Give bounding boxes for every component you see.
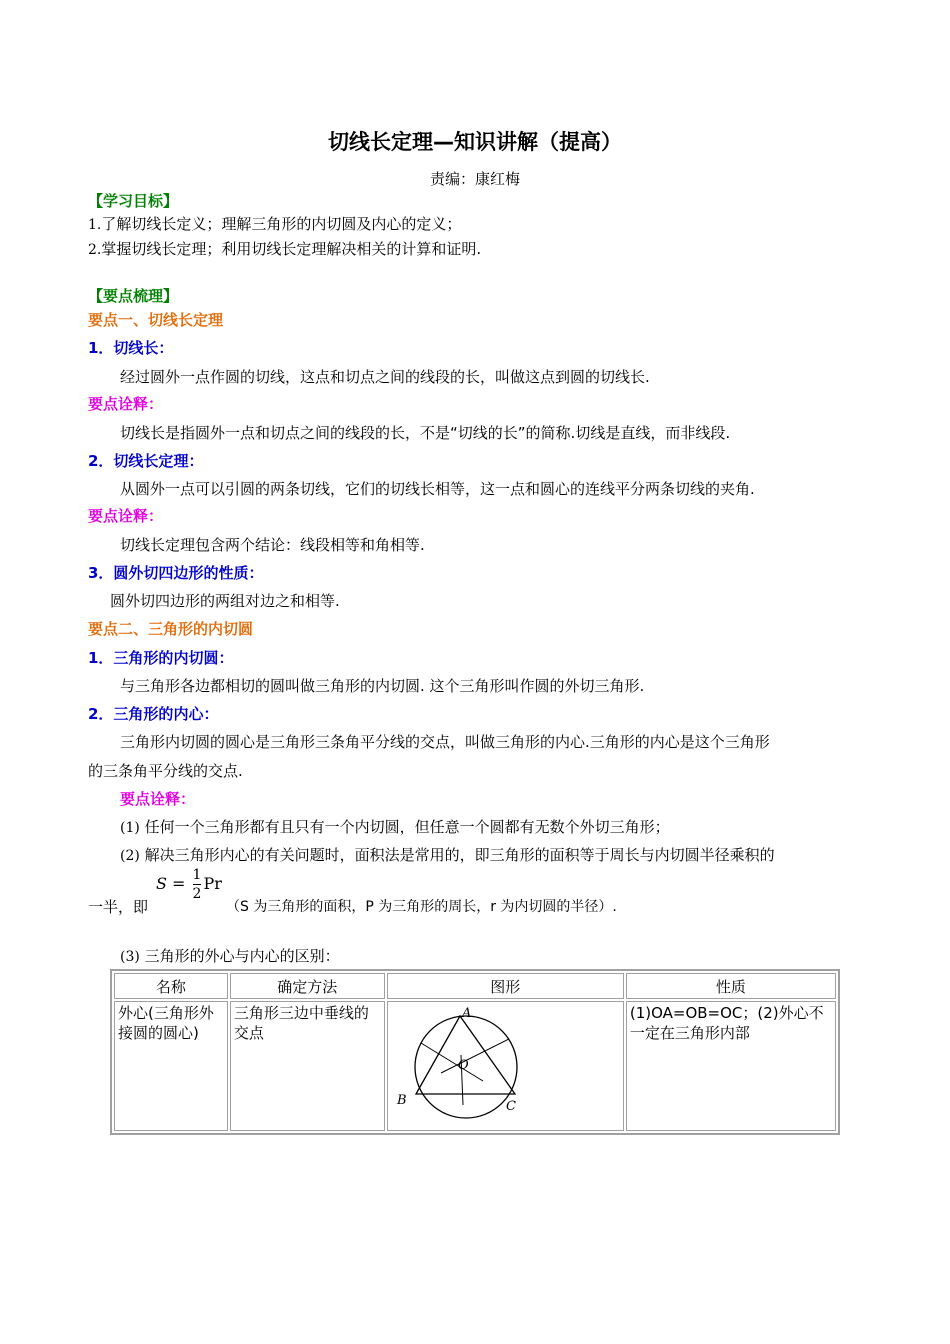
goal-text: 掌握切线长定理；利用切线长定理解决相关的计算和证明. [101, 240, 482, 258]
n1-text: 任何一个三角形都有且只有一个内切圆，但任意一个圆都有无数个外切三角形； [144, 818, 670, 836]
point2-s2-text-1: 三角形内切圆的圆心是三角形三条角平分线的交点，叫做三角形的内心.三角形的内心是这个三角形 [120, 733, 770, 751]
n3-num: (3) [120, 949, 140, 965]
circumcenter-figure [391, 1003, 591, 1125]
table-row [114, 1001, 836, 1131]
point2-s2-text-2: 的三条角平分线的交点. [88, 762, 243, 780]
formula-lhs: S = [156, 874, 191, 893]
formula-rhs: Pr [203, 874, 222, 893]
goal-num: 2. [88, 242, 102, 258]
table-header: 图形 [387, 973, 624, 999]
n2-prefix: 一半，即 [88, 898, 149, 916]
cell-name: 外心(三角形外接圆的圆心) [114, 1001, 228, 1131]
n2-num: (2) [120, 848, 140, 864]
point2-n1 [120, 816, 670, 837]
table-header-row [114, 973, 836, 999]
area-formula [156, 866, 222, 903]
label-b: B [396, 1093, 407, 1108]
n1-num: (1) [120, 820, 140, 836]
bisector-line [421, 1043, 483, 1081]
goals-heading: 【学习目标】 [88, 192, 179, 210]
point1-s1-label: 1．切线长： [88, 339, 174, 357]
editor-line: 责编：康红梅 [429, 170, 520, 188]
point1-heading: 要点一、切线长定理 [88, 311, 224, 329]
triangle-abc [416, 1016, 515, 1094]
n2-text: 解决三角形内心的有关问题时，面积法是常用的，即三角形的面积等于周长与内切圆半径乘积的 [144, 846, 775, 864]
point1-s2-label: 2．切线长定理： [88, 452, 204, 470]
table-header: 性质 [626, 973, 836, 999]
page-title: 切线长定理—知识讲解（提高） [328, 130, 622, 154]
goal-item-2 [88, 238, 481, 259]
point2-s2-label: 2．三角形的内心： [88, 705, 219, 723]
comparison-table [110, 969, 840, 1135]
summary-heading: 【要点梳理】 [88, 287, 179, 305]
cell-method: 三角形三边中垂线的交点 [230, 1001, 385, 1131]
formula-numerator: 1 [192, 867, 202, 883]
point1-s2-text: 从圆外一点可以引圆的两条切线，它们的切线长相等，这一点和圆心的连线平分两条切线的夹角. [120, 480, 755, 498]
point1-s3-label: 3．圆外切四边形的性质： [88, 564, 264, 582]
table-header: 名称 [114, 973, 228, 999]
bisector-line [441, 1039, 509, 1073]
n3-text: 三角形的外心与内心的区别： [144, 947, 340, 965]
point1-note2-label: 要点诠释： [88, 507, 164, 525]
point1-s3-text: 圆外切四边形的两组对边之和相等. [110, 592, 340, 610]
point2-s1-label: 1．三角形的内切圆： [88, 649, 234, 667]
point2-n3 [120, 945, 340, 966]
point1-note1-label: 要点诠释： [88, 395, 164, 413]
label-o: O [457, 1058, 469, 1073]
goal-num: 1. [88, 217, 102, 233]
point2-note-label: 要点诠释： [120, 790, 196, 808]
label-c: C [505, 1099, 516, 1114]
point1-s1-text: 经过圆外一点作圆的切线，这点和切点之间的线段的长，叫做这点到圆的切线长. [120, 368, 650, 386]
n2-suffix: （S 为三角形的面积，P 为三角形的周长，r 为内切圆的半径）. [226, 899, 617, 915]
point2-n2 [120, 844, 775, 865]
goal-item-1 [88, 213, 461, 234]
formula-fraction [193, 866, 202, 903]
point2-heading: 要点二、三角形的内切圆 [88, 620, 254, 638]
point1-note2-text: 切线长定理包含两个结论：线段相等和角相等. [120, 536, 425, 554]
cell-figure [387, 1001, 624, 1131]
point1-note1-text: 切线长是指圆外一点和切点之间的线段的长，不是“切线的长”的简称.切线是直线，而非线段. [120, 424, 731, 442]
formula-denominator: 2 [192, 886, 202, 902]
point2-s1-text: 与三角形各边都相切的圆叫做三角形的内切圆. 这个三角形叫作圆的外切三角形. [120, 677, 645, 695]
label-a: A [461, 1006, 471, 1021]
goal-text: 了解切线长定义；理解三角形的内切圆及内心的定义； [101, 215, 462, 233]
cell-property: (1)OA=OB=OC；(2)外心不一定在三角形内部 [626, 1001, 836, 1131]
table-header: 确定方法 [230, 973, 385, 999]
